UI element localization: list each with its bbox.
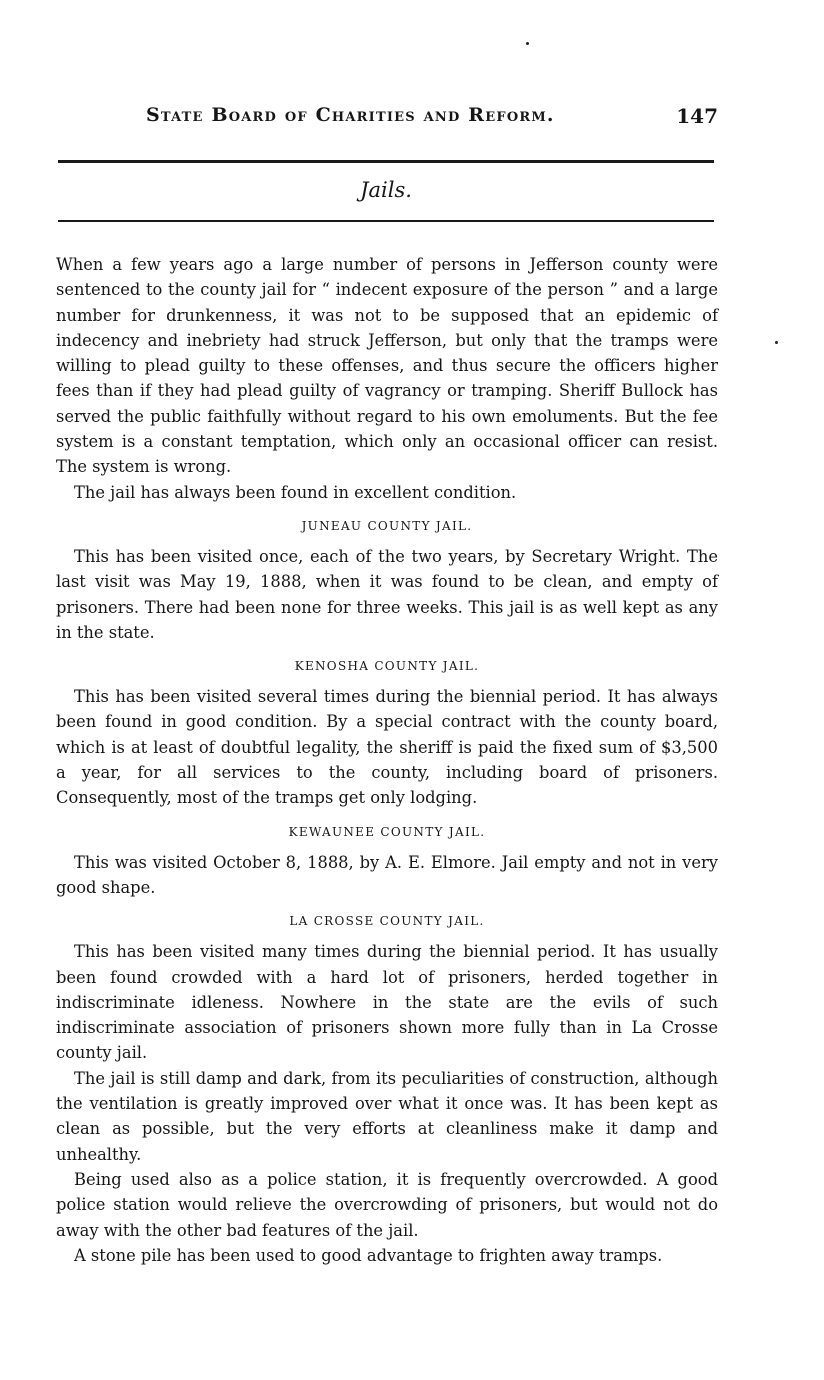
print-speck [526,42,529,45]
running-head [58,104,718,134]
paragraph: This has been visited once, each of the two years, by Secretary Wright. The last visit was May 19, 1888, when it was found to be clean, and empty of prisoners. There had been none for three weeks. This jail is as well kept as any in the state. [56,546,718,642]
page-number: 147 [676,104,718,128]
print-speck [775,341,778,344]
paragraph: Being used also as a police station, it is frequently overcrowded. A good police station would relieve the overcrowding of prisoners, but would not do away with the other bad features of the jail. [56,1169,718,1240]
running-title: State Board of Charities and Reform. [146,104,555,126]
subheading-kewaunee: KEWAUNEE COUNTY JAIL. [288,824,486,839]
article-body [56,252,718,1268]
paragraph: The jail is still damp and dark, from its peculiarities of construction, although the ventilation is greatly improved over what it once was. It has been kept as clean as possible, but the very efforts at cleanliness make it damp and unhealthy. [56,1068,718,1164]
paragraph: A stone pile has been used to good advantage to frighten away tramps. [74,1245,663,1265]
header-rule [58,160,714,163]
subheading-kenosha: KENOSHA COUNTY JAIL. [294,659,480,674]
paragraph: This was visited October 8, 1888, by A. E. Elmore. Jail empty and not in very good shape. [56,852,718,897]
subheading-la-crosse: LA CROSSE COUNTY JAIL. [289,914,485,929]
paragraph: This has been visited many times during the biennial period. It has usually been found crowded with a hard lot of prisoners, herded together in indiscriminate idleness. Nowhere in the state are the evils of such indiscriminate association of prisoners shown more fully than in La Crosse county jail. [56,942,718,1063]
subheading-juneau: JUNEAU COUNTY JAIL. [301,518,473,533]
paragraph: When a few years ago a large number of persons in Jefferson county were sentenced to the county jail for “ indecent exposure of the person ” and a large number for drunkenness, it was not to be supposed that an epidemic of indecency and inebriety had struck Jefferson, but only that the tramps were willing to plead guilty to these offenses, and thus secure the officers higher fees than if they had plead guilty of vagrancy or tramping. Sheriff Bullock has served the public faithfully without regard to his own emoluments. But the fee system is a constant temptation, which only an occasional officer can resist. The system is wrong. [56,255,718,477]
section-title: Jails. [360,178,412,202]
title-rule [58,220,714,222]
paragraph: The jail has always been found in excellent condition. [74,482,517,502]
paragraph: This has been visited several times during the biennial period. It has always been found in good condition. By a special contract with the county board, which is at least of doubtful legality, the sheriff is paid the fixed sum of $3,500 a year, for all services to the county, including board of prisoners. Consequently, most of the tramps get only lodging. [56,687,718,808]
